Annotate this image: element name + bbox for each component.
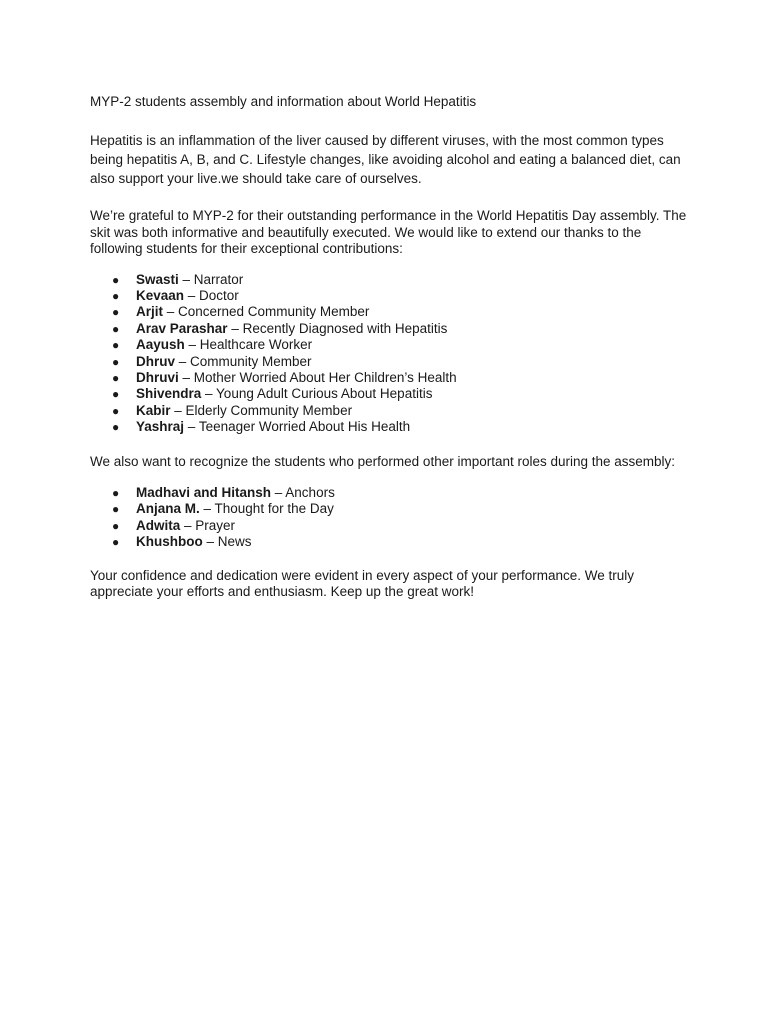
student-name: Aayush [136, 337, 185, 353]
list-item [90, 419, 690, 435]
bullet-icon: ● [112, 387, 120, 402]
bullet-icon: ● [112, 321, 120, 336]
student-name: Kevaan [136, 287, 185, 303]
student-role: – Thought for the Day [199, 501, 334, 517]
student-name: Madhavi and Hitansh [136, 485, 272, 501]
bullet-icon: ● [112, 502, 120, 517]
student-role: – Anchors [271, 485, 335, 501]
student-role: – Doctor [184, 287, 239, 303]
student-role: – Community Member [175, 353, 312, 369]
document-page [90, 93, 690, 601]
list-item [90, 534, 690, 550]
student-name: Arjit [136, 304, 163, 320]
list-item [90, 403, 690, 419]
student-name: Anjana M. [136, 501, 200, 517]
document-title: MYP-2 students assembly and information about World Hepatitis [90, 94, 477, 109]
student-name: Swasti [136, 271, 179, 287]
list-item [90, 321, 690, 337]
closing-paragraph: Your confidence and dedication were evident in every aspect of your performance. We truly appreciate your efforts and enthusiasm. Keep up the great work! [90, 567, 635, 600]
bullet-icon: ● [112, 370, 120, 385]
student-name: Adwita [136, 517, 181, 533]
bullet-icon: ● [112, 518, 120, 533]
list-item [90, 518, 690, 534]
student-name: Shivendra [136, 386, 202, 402]
bullet-icon: ● [112, 354, 120, 369]
list-item [90, 485, 690, 501]
bullet-icon: ● [112, 288, 120, 303]
student-role: – Young Adult Curious About Hepatitis [201, 386, 433, 402]
student-role: – Mother Worried About Her Children’s Health [178, 369, 457, 385]
student-role: – Teenager Worried About His Health [184, 419, 411, 435]
student-role: – Narrator [178, 271, 244, 287]
bullet-icon: ● [112, 486, 120, 501]
list-item [90, 288, 690, 304]
bullet-icon: ● [112, 403, 120, 418]
list-item [90, 501, 690, 517]
intro-paragraph: Hepatitis is an inflammation of the liver caused by different viruses, with the most common types being hepatitis A, B, and C. Lifestyle changes, like avoiding alcohol and eating a balanced diet, can also support your live.we should take care of ourselves. [90, 133, 681, 186]
recognition-paragraph: We also want to recognize the students who performed other important roles during the assembly: [90, 453, 676, 469]
bullet-icon: ● [112, 535, 120, 550]
bullet-icon: ● [112, 272, 120, 287]
student-role: – Elderly Community Member [170, 402, 353, 418]
student-name: Khushboo [136, 534, 203, 550]
list-item [90, 354, 690, 370]
student-name: Dhruv [136, 353, 176, 369]
list-item [90, 272, 690, 288]
other-roles-list [90, 485, 690, 551]
bullet-icon: ● [112, 420, 120, 435]
student-role: – Recently Diagnosed with Hepatitis [227, 320, 448, 336]
student-name: Arav Parashar [136, 320, 228, 336]
student-role: – Healthcare Worker [184, 337, 313, 353]
student-role: – Concerned Community Member [163, 304, 370, 320]
list-item [90, 386, 690, 402]
list-item [90, 370, 690, 386]
cast-list [90, 272, 690, 436]
student-name: Kabir [136, 402, 171, 418]
student-name: Dhruvi [136, 369, 179, 385]
list-item [90, 304, 690, 320]
student-role: – News [202, 534, 252, 550]
thanks-paragraph: We’re grateful to MYP-2 for their outstanding performance in the World Hepatitis Day assembly. The skit was both informative and beautifully executed. We would like to extend our thanks to the following students for their exceptional contributions: [90, 208, 687, 256]
student-role: – Prayer [180, 517, 236, 533]
bullet-icon: ● [112, 305, 120, 320]
student-name: Yashraj [136, 419, 185, 435]
bullet-icon: ● [112, 338, 120, 353]
list-item [90, 337, 690, 353]
